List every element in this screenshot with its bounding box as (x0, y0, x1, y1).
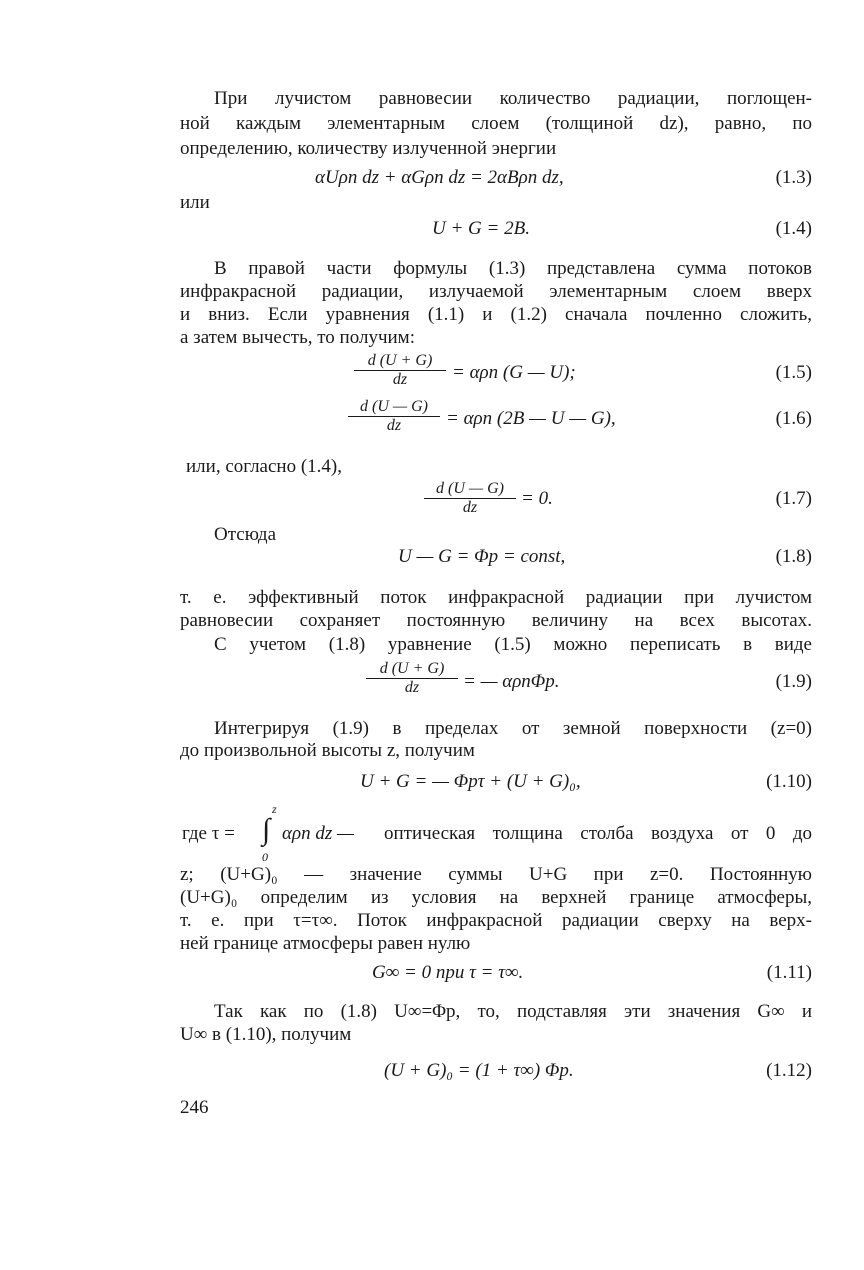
text-line: или, согласно (1.4), (186, 456, 342, 477)
text-line: т. е. эффективный поток инфракрасной радиации при лучистом (180, 587, 812, 608)
equation-1-5-rhs: = αρп (G — U); (452, 362, 576, 383)
fraction-numerator: d (U + G) (379, 660, 445, 677)
fraction-1-7 (424, 480, 516, 517)
text-line: (U+G)₀ определим из условия на верхней границе атмосферы, (180, 887, 812, 908)
integral-lower-limit: 0 (262, 850, 268, 864)
text-line: ней границе атмосферы равен нулю (180, 933, 471, 954)
text-line: С учетом (1.8) уравнение (1.5) можно переписать в виде (214, 634, 812, 655)
text-line: U∞ в (1.10), получим (180, 1024, 352, 1045)
equation-1-12: (U + G)₀ = (1 + τ∞) Φр. (384, 1060, 574, 1081)
tau-definition-integrand: αρп dz — (282, 823, 354, 844)
equation-1-7-rhs: = 0. (521, 488, 553, 509)
integral-upper-limit: z (272, 802, 277, 816)
text-line: до произвольной высоты z, получим (180, 740, 475, 761)
equation-number: (1.5) (775, 362, 812, 383)
text-line: определению, количеству излученной энергии (180, 138, 557, 159)
fraction-1-6 (348, 398, 440, 435)
text-line: или (180, 192, 210, 213)
tau-definition-prefix: где τ = (182, 823, 235, 844)
equation-number: (1.9) (775, 671, 812, 692)
equation-1-3: αUρп dz + αGρп dz = 2αBρп dz, (315, 167, 564, 188)
fraction-numerator: d (U — G) (436, 480, 504, 497)
fraction-numerator: d (U + G) (367, 352, 433, 369)
equation-1-9-rhs: = — αρпΦр. (463, 671, 560, 692)
text-line: т. е. при τ=τ∞. Поток инфракрасной радиации сверху на верх- (180, 910, 812, 931)
text-line: В правой части формулы (1.3) представлена сумма потоков (214, 258, 812, 279)
equation-1-4: U + G = 2B. (432, 218, 530, 239)
text-line: и вниз. Если уравнения (1.1) и (1.2) сначала почленно сложить, (180, 304, 812, 325)
text-line: Отсюда (214, 524, 277, 545)
fraction-denominator: dz (392, 371, 408, 388)
fraction-1-5 (354, 352, 446, 389)
fraction-numerator: d (U — G) (360, 398, 428, 415)
equation-1-6-rhs: = αρп (2B — U — G), (446, 408, 616, 429)
text-line: Интегрируя (1.9) в пределах от земной поверхности (z=0) (214, 718, 812, 739)
integral-icon: ∫ (262, 813, 271, 846)
equation-number: (1.11) (766, 962, 812, 983)
equation-number: (1.8) (775, 546, 812, 567)
equation-number: (1.10) (766, 771, 812, 792)
fraction-denominator: dz (462, 499, 478, 516)
text-line: равновесии сохраняет постоянную величину на всех высотах. (180, 610, 812, 631)
text-line: Так как по (1.8) U∞=Φр, то, подставляя эти значения G∞ и (214, 1001, 812, 1022)
text-line: инфракрасной радиации, излучаемой элементарным слоем вверх (180, 281, 812, 302)
equation-number: (1.6) (775, 408, 812, 429)
equation-1-10: U + G = — Φрτ + (U + G)₀, (360, 771, 581, 792)
equation-1-11: G∞ = 0 при τ = τ∞. (372, 962, 524, 983)
equation-1-8: U — G = Φр = const, (398, 546, 566, 567)
equation-number: (1.3) (775, 167, 812, 188)
equation-number: (1.12) (766, 1060, 812, 1081)
fraction-denominator: dz (404, 679, 420, 696)
text-line: ной каждым элементарным слоем (толщиной dz), равно, по (180, 113, 812, 134)
equation-number: (1.7) (775, 488, 812, 509)
text-line: оптическая толщина столба воздуха от 0 до (384, 823, 812, 844)
equation-number: (1.4) (775, 218, 812, 239)
page-number: 246 (180, 1097, 209, 1118)
fraction-denominator: dz (386, 417, 402, 434)
fraction-1-9 (366, 660, 458, 697)
text-line: а затем вычесть, то получим: (180, 327, 415, 348)
text-line: При лучистом равновесии количество радиации, поглощен- (214, 88, 812, 109)
text-line: z; (U+G)₀ — значение суммы U+G при z=0. Постоянную (180, 864, 812, 885)
